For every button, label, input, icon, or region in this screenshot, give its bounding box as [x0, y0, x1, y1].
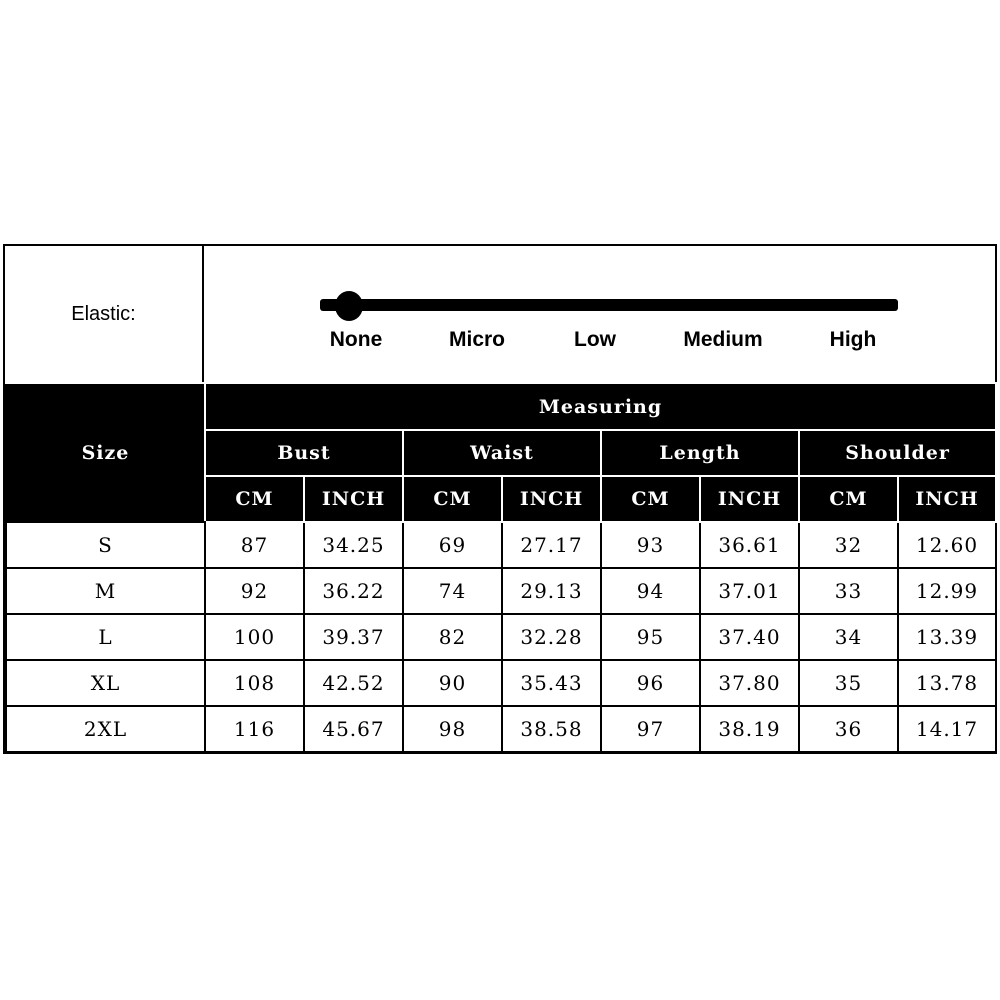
measurement-cell: 42.52	[304, 660, 403, 706]
elastic-level-none: None	[329, 328, 383, 351]
measurement-cell: 29.13	[502, 568, 601, 614]
measurement-cell: 35	[799, 660, 898, 706]
measurement-cell: 38.19	[700, 706, 799, 752]
elastic-row	[5, 246, 995, 384]
group-header-length: Length	[601, 430, 799, 476]
group-header-waist: Waist	[403, 430, 601, 476]
measurement-cell: 37.01	[700, 568, 799, 614]
table-row	[6, 660, 996, 706]
table-row	[6, 614, 996, 660]
table-row	[6, 568, 996, 614]
measurement-cell: 27.17	[502, 522, 601, 568]
elastic-label: Elastic:	[5, 246, 204, 382]
elastic-level-medium: Medium	[683, 328, 763, 351]
unit-header-inch: INCH	[304, 476, 403, 522]
elastic-level-micro: Micro	[448, 328, 506, 351]
elastic-scale-bar	[320, 299, 898, 311]
measurement-cell: 32	[799, 522, 898, 568]
size-column-header: Size	[6, 383, 205, 522]
measurement-cell: 13.39	[898, 614, 996, 660]
measurement-cell: 37.40	[700, 614, 799, 660]
unit-header-cm: CM	[799, 476, 898, 522]
measurement-cell: 74	[403, 568, 502, 614]
measurement-cell: 13.78	[898, 660, 996, 706]
measurement-cell: 90	[403, 660, 502, 706]
size-chart	[3, 244, 997, 754]
elastic-level-low: Low	[574, 328, 616, 351]
measurement-cell: 38.58	[502, 706, 601, 752]
measurement-cell: 97	[601, 706, 700, 752]
measurement-cell: 82	[403, 614, 502, 660]
measurement-cell: 108	[205, 660, 304, 706]
table-row	[6, 522, 996, 568]
unit-header-inch: INCH	[502, 476, 601, 522]
measurement-cell: 12.60	[898, 522, 996, 568]
measurement-cell: 32.28	[502, 614, 601, 660]
measurement-cell: 87	[205, 522, 304, 568]
measurement-cell: 39.37	[304, 614, 403, 660]
size-cell: 2XL	[6, 706, 205, 752]
size-table	[5, 382, 997, 753]
table-row	[6, 706, 996, 752]
measurement-cell: 69	[403, 522, 502, 568]
size-table-body	[6, 522, 996, 752]
unit-header-cm: CM	[601, 476, 700, 522]
unit-header-cm: CM	[205, 476, 304, 522]
size-cell: M	[6, 568, 205, 614]
size-cell: L	[6, 614, 205, 660]
elastic-indicator-dot	[335, 291, 363, 321]
measurement-cell: 14.17	[898, 706, 996, 752]
measurement-cell: 33	[799, 568, 898, 614]
measurement-cell: 34	[799, 614, 898, 660]
group-header-shoulder: Shoulder	[799, 430, 996, 476]
size-cell: S	[6, 522, 205, 568]
measurement-cell: 93	[601, 522, 700, 568]
measurement-cell: 36.22	[304, 568, 403, 614]
measurement-cell: 98	[403, 706, 502, 752]
measurement-cell: 116	[205, 706, 304, 752]
unit-header-inch: INCH	[700, 476, 799, 522]
measurement-cell: 36.61	[700, 522, 799, 568]
measurement-cell: 45.67	[304, 706, 403, 752]
measurement-cell: 37.80	[700, 660, 799, 706]
measurement-cell: 96	[601, 660, 700, 706]
measuring-header: Measuring	[205, 383, 996, 430]
measurement-cell: 34.25	[304, 522, 403, 568]
measurement-cell: 95	[601, 614, 700, 660]
size-cell: XL	[6, 660, 205, 706]
measurement-cell: 100	[205, 614, 304, 660]
measurement-cell: 35.43	[502, 660, 601, 706]
measurement-cell: 36	[799, 706, 898, 752]
unit-header-cm: CM	[403, 476, 502, 522]
unit-header-inch: INCH	[898, 476, 996, 522]
measurement-cell: 12.99	[898, 568, 996, 614]
measurement-cell: 92	[205, 568, 304, 614]
measurement-cell: 94	[601, 568, 700, 614]
group-header-bust: Bust	[205, 430, 403, 476]
elastic-level-high: High	[829, 328, 877, 351]
